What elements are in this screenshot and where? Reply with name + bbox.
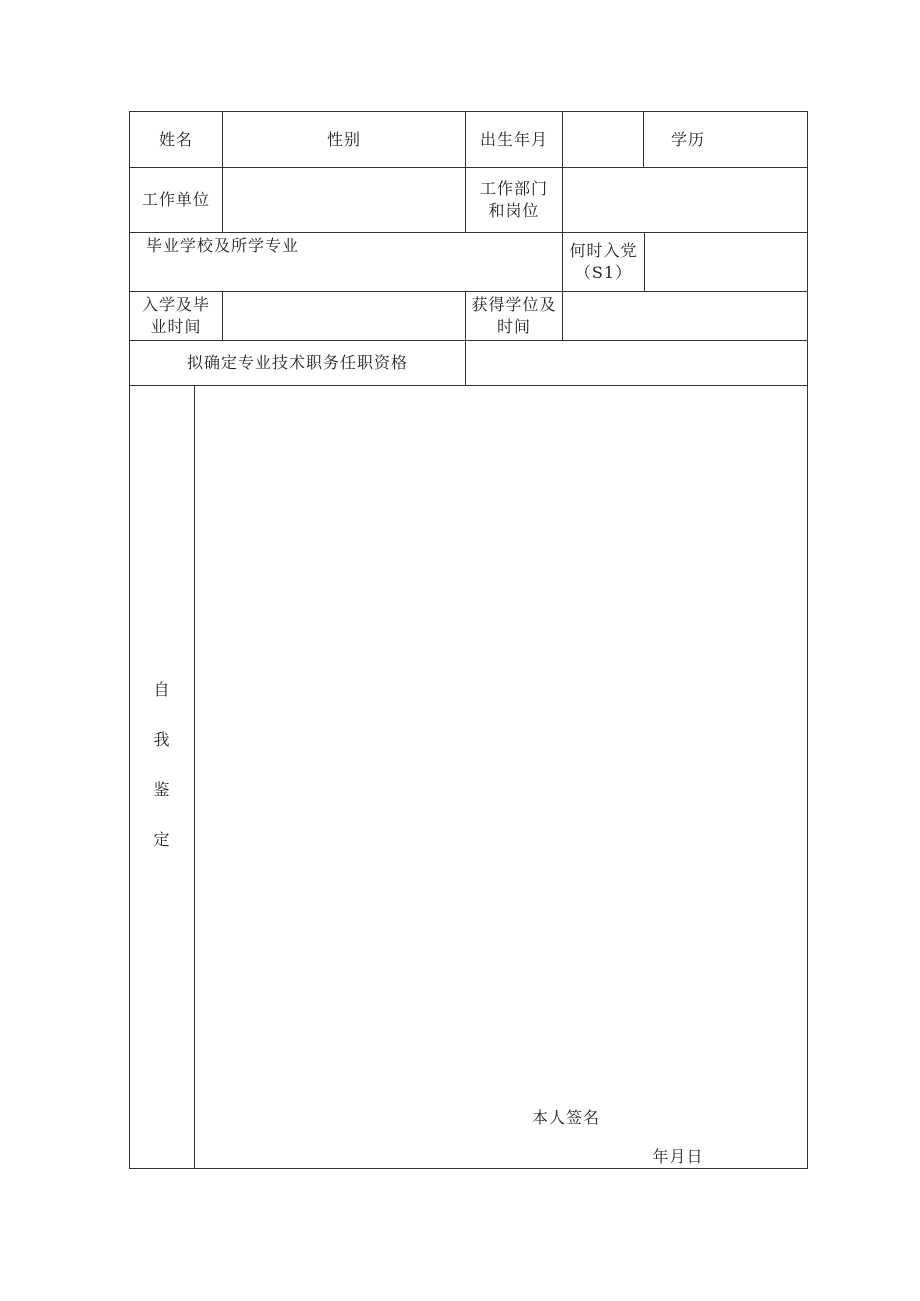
enrollment-graduation-label bbox=[130, 292, 222, 340]
department-label-line1: 工作部门 bbox=[479, 179, 548, 198]
enrollment-line1: 入学及毕 bbox=[141, 295, 210, 314]
birth-date-label: 出生年月 bbox=[479, 129, 548, 149]
date-label: 年月日 bbox=[652, 1147, 704, 1166]
party-join-label bbox=[563, 233, 644, 291]
gender-label: 性别 bbox=[326, 129, 361, 149]
degree-time-label bbox=[466, 292, 562, 340]
department-position-field[interactable] bbox=[563, 168, 807, 232]
degree-line1: 获得学位及 bbox=[471, 295, 557, 314]
border-right bbox=[807, 111, 808, 1169]
self-eval-char-2: 我 bbox=[153, 730, 171, 749]
qualification-field[interactable] bbox=[466, 341, 807, 385]
self-eval-char-1: 自 bbox=[153, 680, 171, 699]
party-join-field[interactable] bbox=[645, 233, 807, 291]
degree-time-field[interactable] bbox=[563, 292, 807, 340]
party-join-line1: 何时入党 bbox=[569, 241, 638, 260]
signature-label: 本人签名 bbox=[531, 1108, 600, 1127]
work-unit-field[interactable] bbox=[223, 168, 465, 232]
birth-date-field[interactable] bbox=[563, 112, 643, 167]
name-label: 姓名 bbox=[158, 129, 193, 149]
self-eval-char-3: 鉴 bbox=[153, 780, 171, 799]
enrollment-line2: 业时间 bbox=[150, 317, 202, 336]
education-field[interactable] bbox=[732, 112, 807, 167]
school-major-label: 毕业学校及所学专业 bbox=[146, 236, 300, 255]
work-unit-label: 工作单位 bbox=[141, 190, 210, 209]
degree-line2: 时间 bbox=[496, 317, 531, 336]
border-left bbox=[129, 111, 130, 1169]
self-eval-char-4: 定 bbox=[153, 830, 171, 849]
department-position-label bbox=[466, 168, 562, 232]
self-evaluation-label bbox=[130, 660, 194, 870]
department-label-line2: 和岗位 bbox=[488, 201, 540, 220]
self-evaluation-field[interactable] bbox=[195, 386, 807, 1168]
qualification-label: 拟确定专业技术职务任职资格 bbox=[186, 353, 408, 372]
education-label: 学历 bbox=[670, 129, 705, 149]
party-join-line2: （S1） bbox=[574, 263, 633, 282]
enrollment-graduation-field[interactable] bbox=[223, 292, 465, 340]
